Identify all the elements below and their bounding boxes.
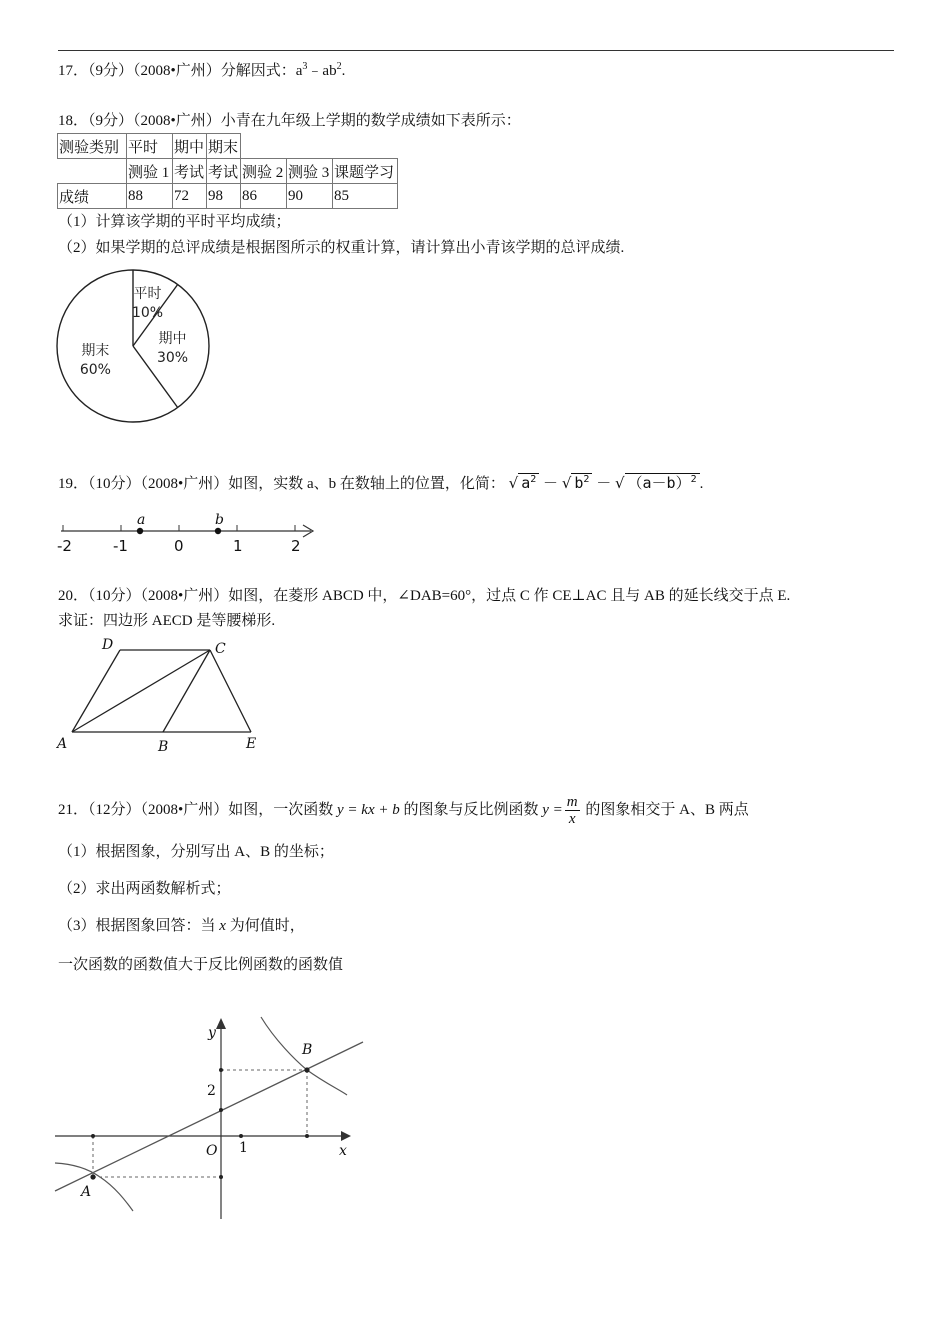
table-cell: 86 <box>241 184 287 209</box>
label-B: B <box>158 739 169 755</box>
question-17 <box>58 62 345 80</box>
segment-BC <box>163 650 210 732</box>
point-A <box>90 1174 95 1179</box>
q18-sub-1: （1）计算该学期的平时平均成绩； <box>58 214 291 230</box>
question-21 <box>58 790 749 830</box>
tick-label: 1 <box>233 537 243 555</box>
axis-label-y: y <box>208 1025 216 1041</box>
pie-slice-label: 期中 <box>158 331 187 347</box>
table-cell: 72 <box>173 184 207 209</box>
table-row <box>58 134 398 159</box>
q20-prove: 求证：四边形 AECD 是等腰梯形. <box>58 613 276 629</box>
segment-CE <box>210 650 251 732</box>
minus-sign: － <box>596 476 612 492</box>
rhombus-diagram <box>55 635 275 755</box>
tick-label: 0 <box>174 537 184 555</box>
radicand-a-minus-b: （a－b） <box>627 474 691 492</box>
hyperbola-branch-lower <box>55 1163 133 1211</box>
q21-sub-1: （1）根据图象，分别写出 A、B 的坐标； <box>58 844 334 860</box>
q17-exponent-3: 3 <box>302 61 308 72</box>
q21-sub-3-text-tail: 为何值时， <box>229 918 305 934</box>
table-row <box>58 184 398 209</box>
tick-point <box>219 1108 223 1112</box>
table-cell: 考试 <box>207 159 241 184</box>
tick-label-2: 2 <box>207 1083 216 1099</box>
exponent: 2 <box>690 474 697 485</box>
table-cell: 88 <box>127 184 173 209</box>
linear-function-line <box>55 1042 363 1191</box>
label-D: D <box>102 637 114 653</box>
fraction-m-over-x <box>565 794 580 827</box>
radical-a-minus-b-squared: √ $(a-b)^2$ <box>615 473 700 492</box>
table-cell: 90 <box>287 184 333 209</box>
tick-point <box>305 1134 309 1138</box>
radicand-b: b <box>574 474 584 492</box>
label-B: B <box>302 1042 313 1058</box>
fraction-denominator: x <box>568 811 576 828</box>
radicand-a: a <box>521 474 531 492</box>
q21-sub-3 <box>58 917 305 935</box>
y-axis-arrow-icon <box>216 1018 226 1029</box>
point-B <box>304 1067 309 1072</box>
exponent: 2 <box>530 474 537 485</box>
table-cell: 测验类别 <box>58 134 127 159</box>
tick-label: -2 <box>57 537 72 555</box>
radical-b-squared: √ $b^2$ <box>562 473 593 492</box>
pie-chart <box>55 268 215 428</box>
origin-label: O <box>206 1143 218 1159</box>
x-axis-arrow-icon <box>341 1131 351 1141</box>
q21-text-tail: 的图象相交于 A、B 两点 <box>585 802 749 818</box>
point-b <box>215 528 221 534</box>
table-cell: 测验 3 <box>287 159 333 184</box>
q21-text-mid: 的图象与反比例函数 <box>403 802 539 818</box>
tick-point <box>239 1134 243 1138</box>
label-E: E <box>246 736 257 752</box>
q17-text: 17．（9分）（2008•广州）分解因式：a <box>58 63 303 79</box>
tick-label: -1 <box>113 537 128 555</box>
fraction-numerator: m <box>566 794 578 811</box>
top-rule <box>58 50 894 51</box>
question-20: 20．（10分）（2008•广州）如图，在菱形 ABCD 中，∠DAB=60°，过点 C 作 CE⊥AC 且与 AB 的延长线交于点 E. <box>58 588 791 604</box>
q21-sub-2: （2）求出两函数解析式； <box>58 881 231 897</box>
tick-point <box>219 1175 223 1179</box>
pie-slice-label: 期末 <box>81 343 110 360</box>
table-cell: 期末 <box>207 134 241 159</box>
table-cell: 98 <box>207 184 241 209</box>
q17-text-mid: ﹣ab <box>307 63 337 79</box>
q19-period: . <box>699 476 704 492</box>
pie-slice-value: 60% <box>79 362 111 379</box>
table-cell: 测验 1 <box>127 159 173 184</box>
label-A: A <box>81 1184 92 1200</box>
tick-label: 2 <box>291 537 301 555</box>
label-a: a <box>137 512 146 528</box>
label-C: C <box>215 641 226 657</box>
label-b: b <box>215 512 224 528</box>
pie-slice-value: 10% <box>131 305 164 322</box>
question-18: 18．（9分）（2008•广州）小青在九年级上学期的数学成绩如下表所示： <box>58 113 521 129</box>
q18-sub-2: （2）如果学期的总评成绩是根据图所示的权重计算，请计算出小青该学期的总评成绩. <box>58 240 625 256</box>
tick-point <box>91 1134 95 1138</box>
minus-sign: － <box>543 476 559 492</box>
segment-AC <box>72 650 210 732</box>
tick-point <box>219 1068 223 1072</box>
q21-text: 21．（12分）（2008•广州）如图，一次函数 <box>58 802 334 818</box>
label-A: A <box>57 736 68 752</box>
segment-AD <box>72 650 120 732</box>
number-line <box>55 511 325 555</box>
q21-sub-4: 一次函数的函数值大于反比例函数的函数值 <box>58 957 344 973</box>
axis-label-x: x <box>339 1143 347 1159</box>
table-cell: 85 <box>333 184 398 209</box>
table-cell: 考试 <box>173 159 207 184</box>
exponent: 2 <box>583 474 590 485</box>
variable-x: x <box>219 918 226 934</box>
pie-slice-value: 30% <box>156 350 189 366</box>
q17-exponent-2: 2 <box>336 61 342 72</box>
function-graph <box>55 1015 375 1225</box>
pie-slice-label: 平时 <box>133 286 162 303</box>
q19-text: 19．（10分）（2008•广州）如图，实数 a、b 在数轴上的位置，化简： <box>58 476 505 492</box>
q17-period: . <box>341 63 346 79</box>
table-cell: 课题学习 <box>333 159 398 184</box>
scores-table <box>57 133 398 209</box>
table-cell: 成绩 <box>58 184 127 209</box>
table-cell-empty <box>58 159 127 184</box>
table-row <box>58 159 398 184</box>
inverse-equation-lhs: y = <box>542 802 563 818</box>
q21-sub-3-text: （3）根据图象回答：当 <box>58 918 216 934</box>
table-cell: 期中 <box>173 134 207 159</box>
question-19 <box>58 474 703 493</box>
radical-a-squared: √ $a^2$ <box>509 473 540 492</box>
point-a <box>137 528 143 534</box>
table-cell: 测验 2 <box>241 159 287 184</box>
linear-equation: y = kx + b <box>337 802 400 818</box>
table-cell: 平时 <box>127 134 173 159</box>
tick-label-1: 1 <box>239 1140 248 1156</box>
